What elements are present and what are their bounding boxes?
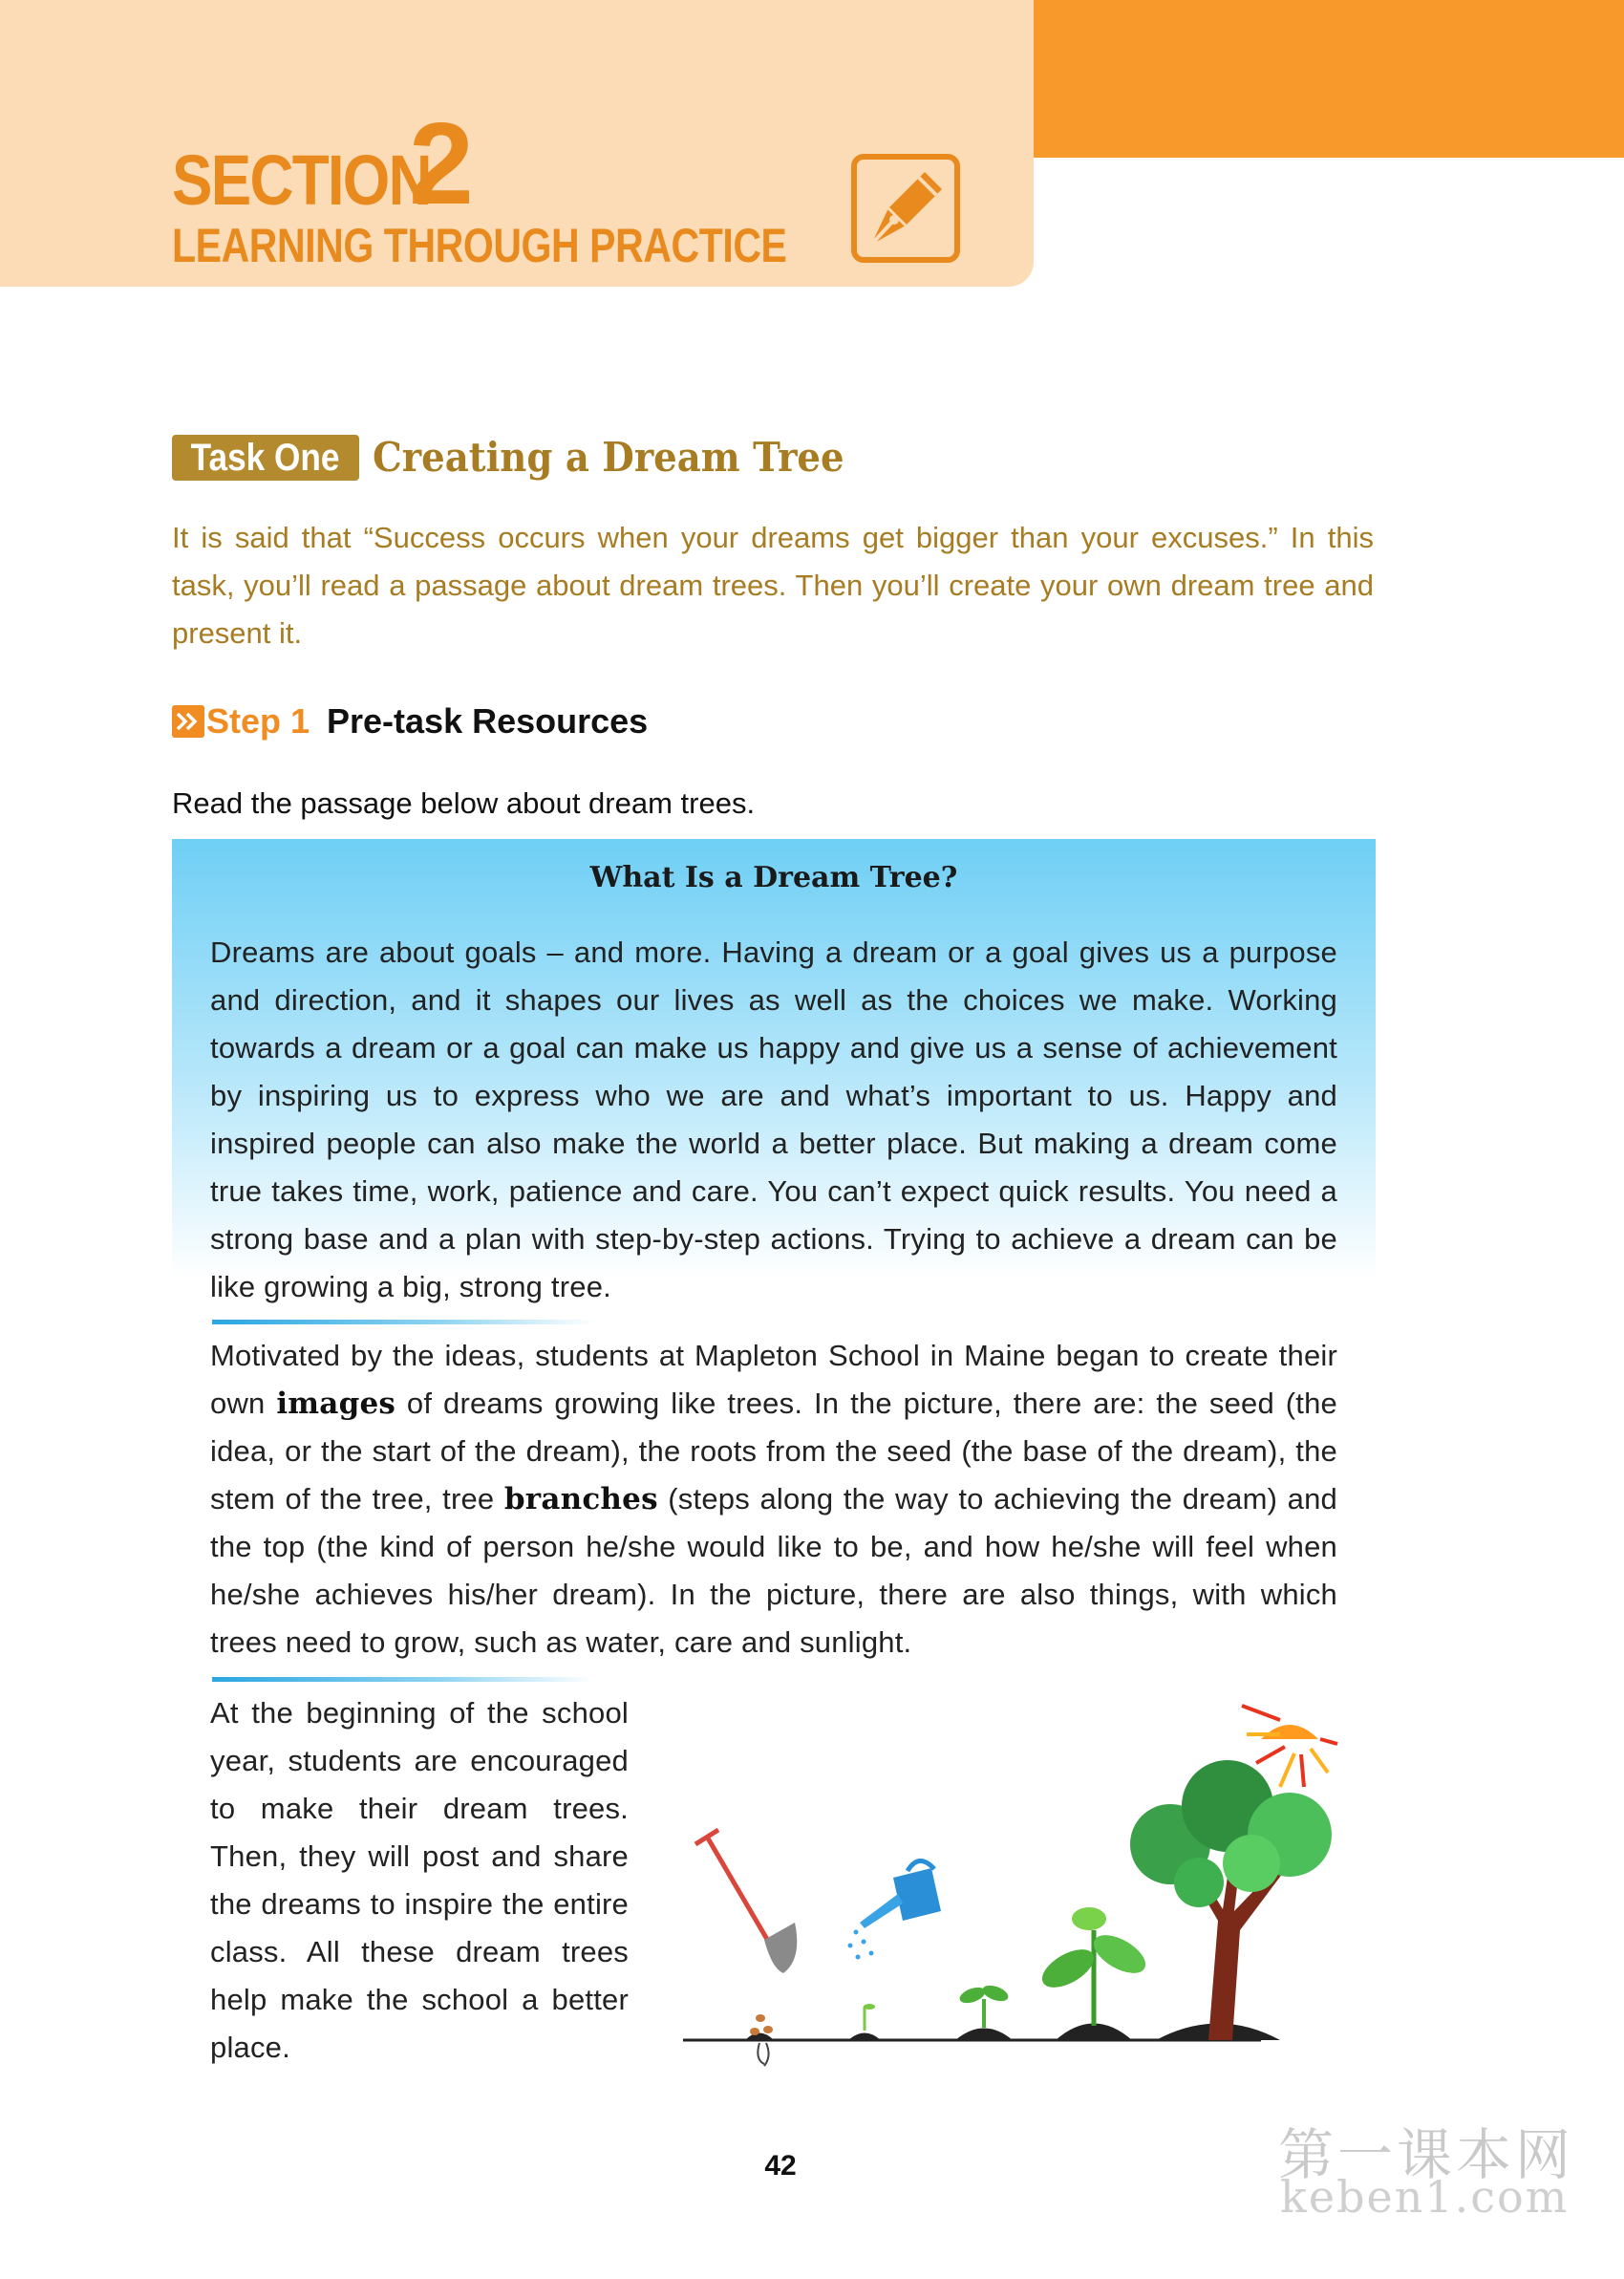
- tree-icon: [1130, 1760, 1332, 2040]
- divider: [212, 1677, 594, 1682]
- task-intro: It is said that “Success occurs when your dreams get bigger than your excuses.” In this task, you’ll read a passage about dream trees. Then you’ll create your own dream tree and present it.: [172, 521, 1374, 650]
- passage-paragraph-1: Dreams are about goals – and more. Having a dream or a goal gives us a purpose and direction, and it shapes our lives as well as the choices we make. Working towards a dream or a goal can make us happy and give us a sense of achievement by inspiring us to express who we are and what’s important to us. Happy and inspired people can also make the world a better place. But making a dream come true takes time, work, patience and care. You can’t expect quick results. You need a strong base and a plan with step-by-step actions. Trying to achieve a dream can be like growing a big, strong tree.: [210, 935, 1337, 1303]
- section-number: 2: [409, 98, 474, 228]
- young-plant-icon: [1036, 1907, 1152, 2040]
- passage-paragraph-2: Motivated by the ideas, students at Mapleton School in Maine began to create their own images of dreams growing like trees. In the picture, there are: the seed (the idea, or the start of the dream), the roots from the seed (the base of the dream), the stem of the tree, tree branches (steps along the way to achieving the dream) and the top (the kind of person he/she would like to be, and how he/she will feel when he/she achieves his/her dream). In the picture, there are also things, with which trees need to grow, such as water, care and sunlight.: [210, 1339, 1337, 1659]
- section-word: SECTION: [172, 140, 431, 220]
- passage-paragraph-3: At the beginning of the school year, students are encouraged to make their dream trees. Then, they will post and share the dreams to inspire the entire class. All these dream trees help make the school a better place.: [210, 1696, 629, 2064]
- shovel-icon: [695, 1830, 797, 1973]
- passage-title: What Is a Dream Tree?: [589, 861, 958, 894]
- double-chevron-icon: [172, 705, 204, 738]
- seed-icon: [745, 2014, 774, 2066]
- watermark-line-1: 第一课本网: [1278, 2124, 1575, 2186]
- keyword-images: images: [276, 1387, 396, 1421]
- dream-tree-illustration: [669, 1682, 1395, 2083]
- watering-can-icon: [848, 1860, 942, 1959]
- task-title: Creating a Dream Tree: [373, 434, 844, 481]
- header-stripe: [1034, 0, 1624, 158]
- divider: [212, 1320, 594, 1324]
- step-instruction: Read the passage below about dream trees.: [172, 786, 756, 820]
- keyword-branches: branches: [503, 1482, 658, 1516]
- section-subtitle: LEARNING THROUGH PRACTICE: [172, 219, 787, 272]
- step-label: Step 1: [206, 701, 310, 741]
- pen-nib-icon: [850, 153, 961, 264]
- seedling-icon: [955, 1983, 1013, 2040]
- sprout-icon: [848, 2004, 881, 2040]
- step-title: Pre-task Resources: [327, 701, 649, 741]
- watermark-line-2: keben1.com: [1280, 2171, 1570, 2223]
- task-badge: Task One: [172, 435, 359, 481]
- page-number: 42: [764, 2150, 797, 2182]
